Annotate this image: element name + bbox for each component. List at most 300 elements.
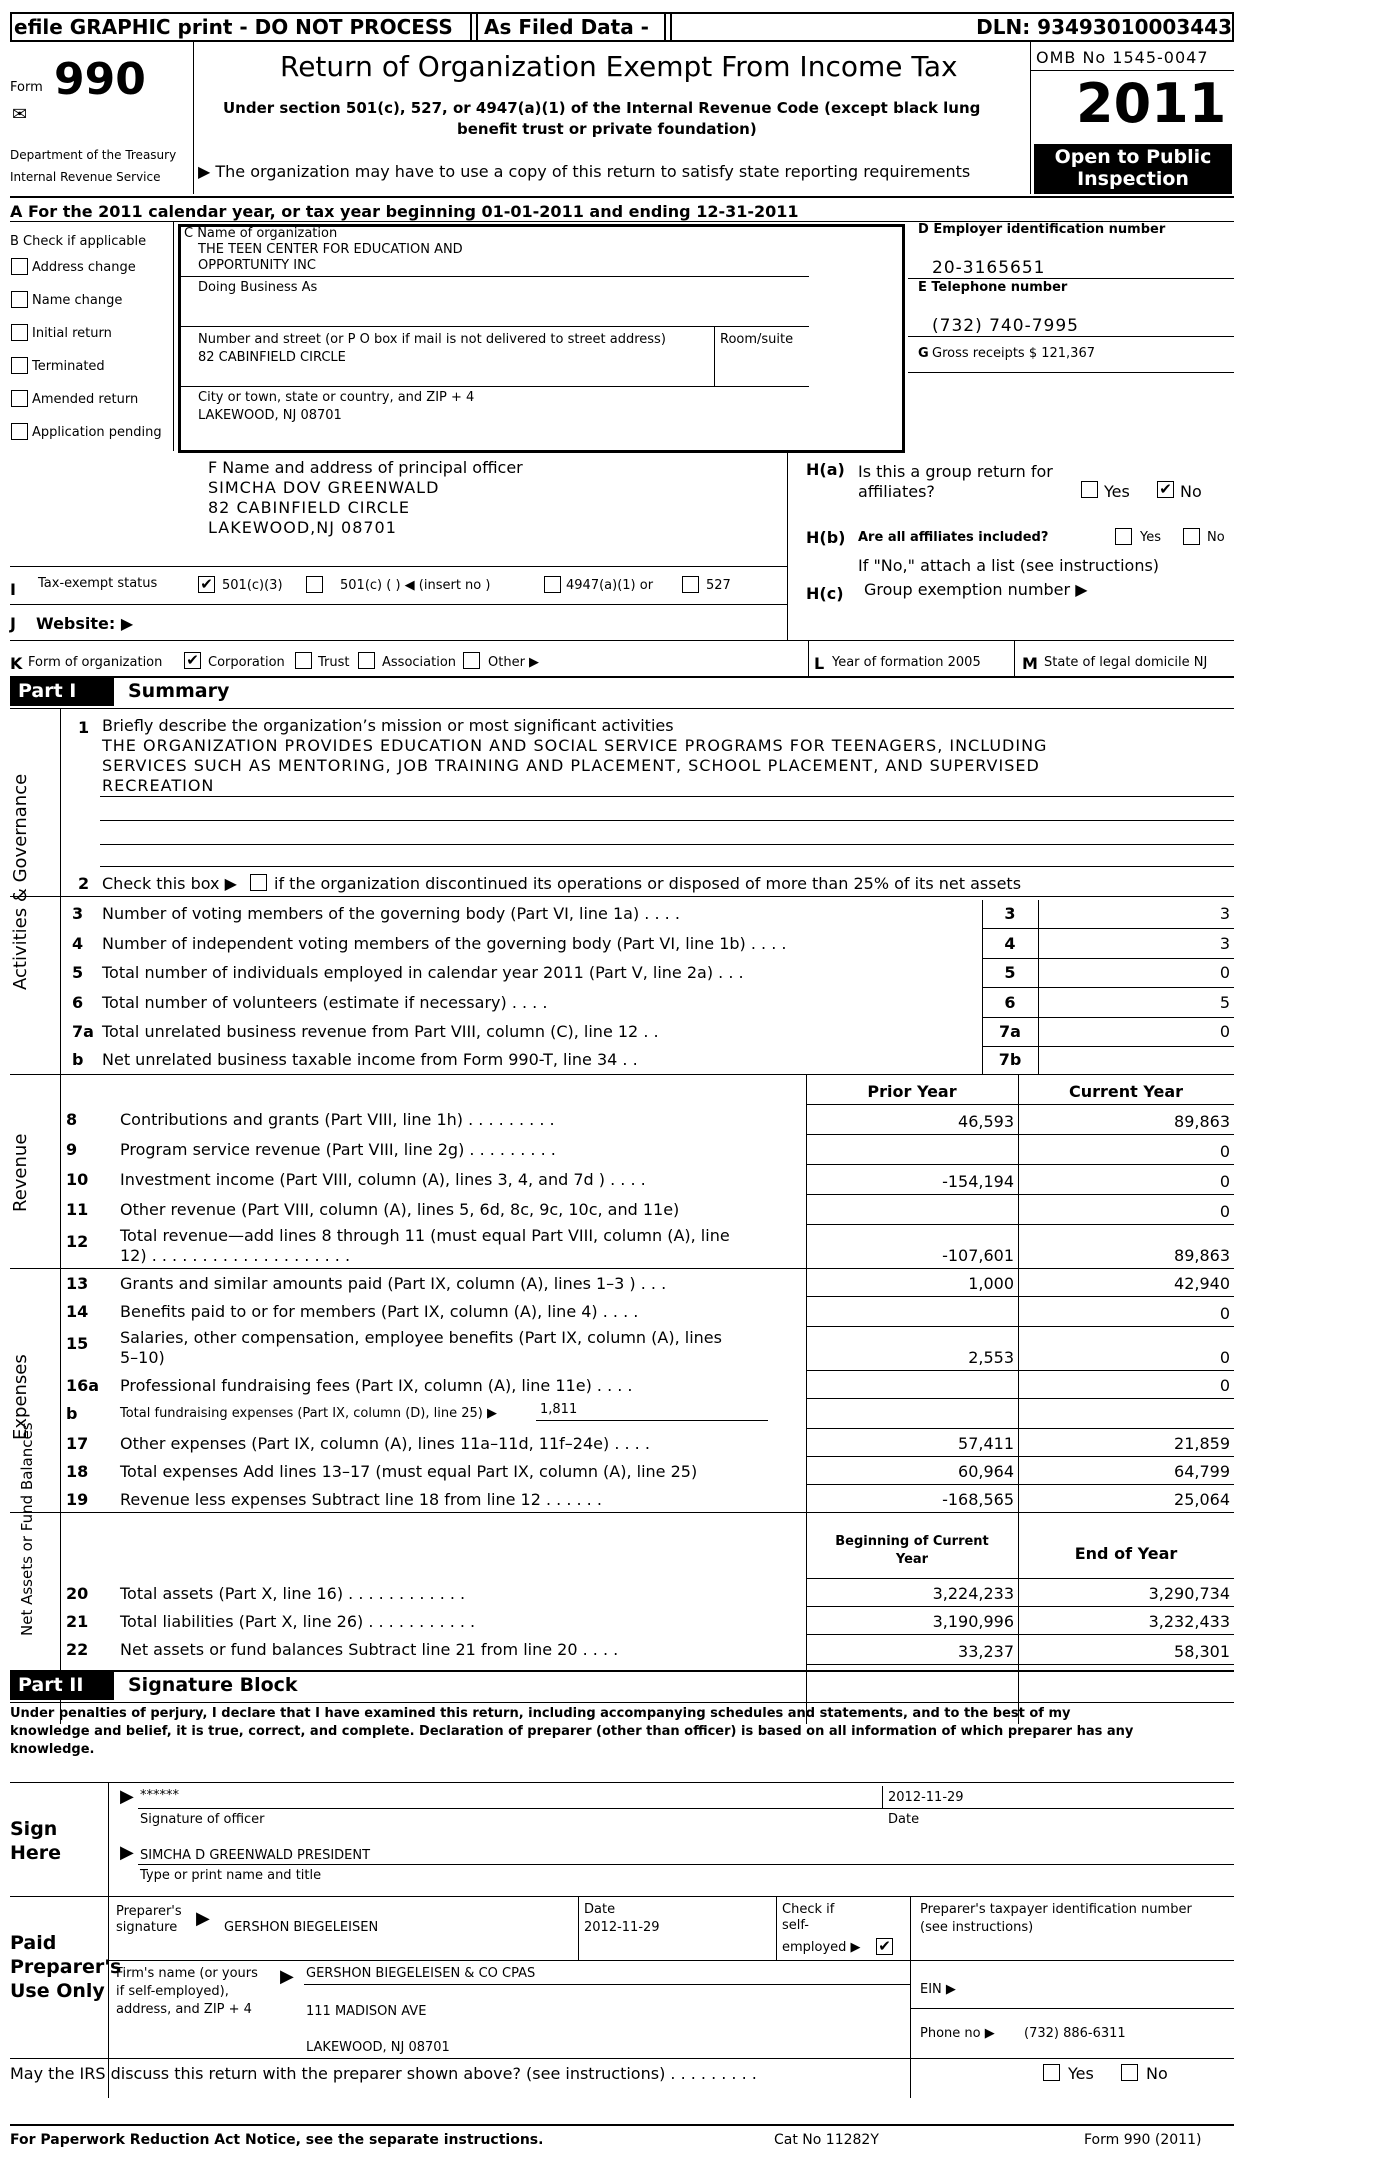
part-2-title: Signature Block <box>128 1674 298 1696</box>
firm-label-3: address, and ZIP + 4 <box>116 2002 252 2017</box>
gov-line-num: b <box>72 1050 84 1069</box>
gov-line-text: Total number of individuals employed in calendar year 2011 (Part V, line 2a) . . . <box>102 963 744 982</box>
divider <box>808 640 809 676</box>
ptin-label-1: Preparer's taxpayer identification number <box>920 1902 1192 1917</box>
divider <box>10 2058 1234 2059</box>
gov-line-ref: 5 <box>1004 963 1016 982</box>
current-year-value[interactable]: 42,940 <box>1174 1274 1230 1293</box>
line-2-text: if the organization discontinued its operations or disposed of more than 25% of its net assets <box>274 874 1022 893</box>
trust-label: Trust <box>318 655 350 670</box>
gov-line-num: 6 <box>72 993 84 1012</box>
fin-line-num: 17 <box>66 1434 89 1453</box>
hb-question: Are all affiliates included? <box>858 530 1049 545</box>
divider <box>1018 1074 1019 1724</box>
state-domicile: State of legal domicile NJ <box>1044 655 1208 670</box>
website-label: Website: ▶ <box>36 614 134 633</box>
current-year-value[interactable]: 25,064 <box>1174 1490 1230 1509</box>
fin-line-text: Other revenue (Part VIII, column (A), lines 5, 6d, 8c, 9c, 10c, and 11e) <box>120 1200 680 1219</box>
hb-no-label: No <box>1207 530 1225 545</box>
firm-ein-label: EIN ▶ <box>920 1982 956 1997</box>
form-org-label: Form of organization <box>28 655 163 670</box>
self-employed-label-2: self- <box>782 1918 809 1933</box>
divider <box>10 896 1234 897</box>
divider <box>806 1224 1234 1225</box>
street-label: Number and street (or P O box if mail is not delivered to street address) <box>198 332 666 347</box>
city-label: City or town, state or country, and ZIP + 4 <box>198 390 475 405</box>
divider <box>806 1606 1234 1607</box>
divider <box>10 2124 1234 2126</box>
self-employed-label-3: employed ▶ <box>782 1940 861 1955</box>
discontinued-operations-checkbox[interactable] <box>250 874 267 891</box>
gov-line-num: 4 <box>72 934 84 953</box>
divider <box>10 1782 1234 1783</box>
org-name-line-2: OPPORTUNITY INC <box>198 258 316 273</box>
divider <box>10 1702 1234 1703</box>
col-beginning-year-2: Year <box>895 1552 929 1567</box>
gov-line-text: Number of voting members of the governing body (Part VI, line 1a) . . . . <box>102 904 680 923</box>
current-year-value[interactable]: 64,799 <box>1174 1462 1230 1481</box>
divider <box>910 1896 911 2098</box>
officer-name-title[interactable]: SIMCHA D GREENWALD PRESIDENT <box>140 1848 371 1863</box>
divider <box>806 1104 1234 1105</box>
firm-address-1[interactable]: 111 MADISON AVE <box>306 2004 427 2019</box>
gov-line-num: 3 <box>72 904 84 923</box>
divider <box>806 1664 1234 1665</box>
dept-treasury: Department of the Treasury <box>10 148 177 162</box>
fin-line-text: Other expenses (Part IX, column (A), lines 11a–11d, 11f–24e) . . . . <box>120 1434 650 1453</box>
form-subtitle-1: Under section 501(c), 527, or 4947(a)(1) of the Internal Revenue Code (except black lung <box>223 99 981 117</box>
divider <box>138 1808 1234 1809</box>
initial-return-label: Initial return <box>32 326 112 341</box>
firm-arrow-icon: ▶ <box>280 1966 294 1987</box>
divider <box>982 900 983 1074</box>
divider <box>60 708 61 1724</box>
sign-arrow-icon: ▶ <box>196 1908 210 1929</box>
gov-line-text: Total number of volunteers (estimate if necessary) . . . . <box>102 993 548 1012</box>
fin-line-num: 20 <box>66 1584 89 1603</box>
principal-officer-city: LAKEWOOD,NJ 08701 <box>208 518 397 537</box>
corporation-label: Corporation <box>208 655 285 670</box>
status-527-checkbox[interactable] <box>682 576 699 593</box>
firm-label-1: Firm's name (or yours <box>116 1966 258 1981</box>
terminated-checkbox[interactable] <box>11 357 28 374</box>
gov-line-num: 7a <box>72 1022 94 1041</box>
prior-year-value[interactable]: -107,601 <box>942 1246 1014 1265</box>
name-change-checkbox[interactable] <box>11 291 28 308</box>
fin-line-num: 13 <box>66 1274 89 1293</box>
divider <box>806 1634 1234 1635</box>
amended-return-label: Amended return <box>32 392 139 407</box>
fin-line-num: 14 <box>66 1302 89 1321</box>
telephone-value: (732) 740-7995 <box>932 316 1079 336</box>
gov-line-ref: 3 <box>1004 904 1016 923</box>
fin-line-num: 21 <box>66 1612 89 1631</box>
mission-line-2: SERVICES SUCH AS MENTORING, JOB TRAINING AND PLACEMENT, SCHOOL PLACEMENT, AND SUPERVISED <box>102 756 1040 775</box>
hb-label: H(b) <box>806 528 846 547</box>
form-title: Return of Organization Exempt From Income Tax <box>280 50 958 83</box>
fin-line-text: Revenue less expenses Subtract line 18 from line 12 . . . . . . <box>120 1490 602 1509</box>
divider <box>476 12 478 42</box>
line-2-check-text: Check this box ▶ <box>102 874 237 893</box>
principal-officer-street: 82 CABINFIELD CIRCLE <box>208 498 410 517</box>
fin-line-text: Professional fundraising fees (Part IX, column (A), line 11e) . . . . <box>120 1376 633 1395</box>
status-501c3-label: 501(c)(3) <box>222 578 283 593</box>
divider <box>908 336 1234 337</box>
divider <box>10 1896 1234 1897</box>
fin-line-num: 10 <box>66 1170 89 1189</box>
preparer-signature-label-2: signature <box>116 1920 178 1935</box>
irs-discuss-question: May the IRS discuss this return with the preparer shown above? (see instructions) . . . . . . . . . <box>10 2064 757 2083</box>
officer-name-title-label: Type or print name and title <box>140 1868 322 1883</box>
prior-year-value[interactable]: -168,565 <box>942 1490 1014 1509</box>
fin-line-text: Total expenses Add lines 13–17 (must equal Part IX, column (A), line 25) <box>120 1462 698 1481</box>
divider <box>982 1046 1234 1047</box>
tax-status-i: I <box>10 580 16 599</box>
divider <box>181 386 809 387</box>
check-applicable-label: B Check if applicable <box>10 234 147 249</box>
firm-name[interactable]: GERSHON BIEGELEISEN & CO CPAS <box>306 1966 536 1981</box>
divider <box>806 1326 1234 1327</box>
divider <box>664 12 666 42</box>
application-pending-checkbox[interactable] <box>11 423 28 440</box>
divider <box>787 452 788 640</box>
state-domicile-m: M <box>1022 654 1038 673</box>
irs-eagle-icon: ✉ <box>12 104 28 125</box>
ha-yes-checkbox[interactable] <box>1081 481 1098 498</box>
divider <box>108 1782 109 2098</box>
principal-officer-label: F Name and address of principal officer <box>208 458 523 477</box>
trust-checkbox[interactable] <box>295 652 312 669</box>
divider <box>10 1268 1234 1269</box>
preparer-name[interactable]: GERSHON BIEGELEISEN <box>224 1920 379 1935</box>
officer-date[interactable]: 2012-11-29 <box>888 1790 964 1805</box>
prior-year-value[interactable]: 60,964 <box>958 1462 1014 1481</box>
col-beginning-year-1: Beginning of Current <box>835 1534 989 1549</box>
year-formation-l: L <box>814 654 825 673</box>
discuss-no-label: No <box>1146 2064 1168 2083</box>
divider <box>806 1134 1234 1135</box>
state-reporting-note: ▶ The organization may have to use a copy of this return to satisfy state reporting requirements <box>198 162 971 181</box>
divider <box>982 1017 1234 1018</box>
irs-label: Internal Revenue Service <box>10 170 161 184</box>
mission-line-1: THE ORGANIZATION PROVIDES EDUCATION AND SOCIAL SERVICE PROGRAMS FOR TEENAGERS, INCLUDING <box>102 736 1048 755</box>
divider <box>10 1074 1234 1075</box>
ha-label: H(a) <box>806 460 845 479</box>
divider <box>100 820 1234 821</box>
gov-line-ref: 7b <box>998 1050 1022 1069</box>
gov-line-ref: 7a <box>999 1022 1021 1041</box>
part-1-title: Summary <box>128 680 230 702</box>
current-year-value[interactable]: 58,301 <box>1174 1642 1230 1661</box>
side-activities-governance: Activities & Governance <box>10 773 31 990</box>
side-revenue: Revenue <box>10 1133 31 1212</box>
divider <box>304 1984 910 1985</box>
divider <box>806 1398 1234 1399</box>
penalty-line-1: Under penalties of perjury, I declare that I have examined this return, including accompanying schedules and statements, and to the best of my <box>10 1706 1071 1721</box>
col-current-year: Current Year <box>1068 1082 1184 1101</box>
divider <box>982 958 1234 959</box>
preparer-label: Preparer's <box>10 1956 122 1978</box>
divider <box>536 1420 768 1421</box>
ha-question-2: affiliates? <box>858 482 935 501</box>
application-pending-label: Application pending <box>32 425 162 440</box>
ha-no-label: No <box>1180 482 1202 501</box>
status-4947-checkbox[interactable] <box>544 576 561 593</box>
fin-line-inline-value[interactable]: 1,811 <box>540 1402 578 1417</box>
prior-year-value[interactable]: 1,000 <box>968 1274 1014 1293</box>
hc-question: Group exemption number ▶ <box>864 580 1088 599</box>
efile-notice: efile GRAPHIC print - DO NOT PROCESS <box>14 15 453 39</box>
fin-line-num: 8 <box>66 1110 78 1129</box>
divider <box>470 12 472 42</box>
association-checkbox[interactable] <box>358 652 375 669</box>
hb-yes-checkbox[interactable] <box>1115 528 1132 545</box>
fin-line-text: Salaries, other compensation, employee benefits (Part IX, column (A), lines <box>120 1328 722 1347</box>
divider <box>806 1074 807 1724</box>
fin-line-text: Program service revenue (Part VIII, line 2g) . . . . . . . . . <box>120 1140 556 1159</box>
other-checkbox[interactable] <box>463 652 480 669</box>
line-1-num: 1 <box>78 718 90 737</box>
fin-line-num: 16a <box>66 1376 100 1395</box>
divider <box>806 1428 1234 1429</box>
fin-line-text: Total assets (Part X, line 16) . . . . . . . . . . . . <box>120 1584 466 1603</box>
firm-phone-label: Phone no ▶ <box>920 2026 995 2041</box>
line-1-question: Briefly describe the organization’s mission or most significant activities <box>102 716 674 735</box>
gov-line-value[interactable]: 3 <box>1219 904 1230 923</box>
col-end-year: End of Year <box>1074 1544 1178 1563</box>
fin-line-text: Total liabilities (Part X, line 26) . . . . . . . . . . . <box>120 1612 476 1631</box>
divider <box>1030 70 1234 71</box>
name-change-label: Name change <box>32 293 123 308</box>
current-year-value[interactable]: 0 <box>1219 1348 1230 1367</box>
gov-line-ref: 6 <box>1004 993 1016 1012</box>
ein-label: D Employer identification number <box>918 222 1166 237</box>
org-name-label: C Name of organization <box>184 226 338 241</box>
ha-yes-label: Yes <box>1104 482 1130 501</box>
room-suite-label: Room/suite <box>720 332 794 347</box>
current-year-value[interactable]: 0 <box>1219 1172 1230 1191</box>
divider <box>776 1896 777 1960</box>
divider <box>10 640 1234 641</box>
firm-phone[interactable]: (732) 886-6311 <box>1024 2026 1126 2041</box>
form-subtitle-2: benefit trust or private foundation) <box>457 120 757 138</box>
fin-line-num: 9 <box>66 1140 78 1159</box>
divider <box>1030 42 1031 194</box>
gov-line-text: Net unrelated business taxable income from Form 990-T, line 34 . . <box>102 1050 638 1069</box>
corporation-checkbox[interactable]: ✔ <box>184 652 201 669</box>
hb-note: If "No," attach a list (see instructions) <box>858 556 1160 575</box>
principal-officer-name: SIMCHA DOV GREENWALD <box>208 478 440 497</box>
status-527-label: 527 <box>706 578 731 593</box>
divider <box>10 1670 1234 1672</box>
ha-question-1: Is this a group return for <box>858 462 1053 481</box>
divider <box>908 372 1234 373</box>
divider <box>578 1896 579 1960</box>
hb-yes-label: Yes <box>1140 530 1161 545</box>
line-2-num: 2 <box>78 874 90 893</box>
divider <box>882 1786 883 1808</box>
officer-signature[interactable]: ****** <box>140 1788 179 1803</box>
divider <box>982 928 1234 929</box>
fin-line-text-2: 5–10) <box>120 1348 165 1367</box>
status-4947-label: 4947(a)(1) or <box>566 578 654 593</box>
paid-label: Paid <box>10 1932 57 1954</box>
divider <box>100 844 1234 845</box>
fin-line-text: Net assets or fund balances Subtract line 21 from line 20 . . . . <box>120 1640 619 1659</box>
gross-receipts-g: G <box>918 346 929 361</box>
form-word: Form <box>10 80 43 95</box>
current-year-value[interactable]: 0 <box>1219 1142 1230 1161</box>
discuss-yes-checkbox[interactable] <box>1043 2064 1060 2081</box>
fin-line-num: 18 <box>66 1462 89 1481</box>
ha-no-checkbox[interactable]: ✔ <box>1157 481 1174 498</box>
footer-paperwork: For Paperwork Reduction Act Notice, see the separate instructions. <box>10 2132 544 2148</box>
side-expenses: Expenses <box>10 1354 31 1440</box>
initial-return-checkbox[interactable] <box>11 324 28 341</box>
fin-line-num: 15 <box>66 1334 89 1353</box>
divider <box>982 987 1234 988</box>
tax-status-label: Tax-exempt status <box>38 576 158 591</box>
current-year-value[interactable]: 0 <box>1219 1376 1230 1395</box>
divider <box>10 708 1234 709</box>
status-501c3-checkbox[interactable]: ✔ <box>198 576 215 593</box>
divider <box>806 1370 1234 1371</box>
divider <box>100 866 1234 867</box>
preparer-date[interactable]: 2012-11-29 <box>584 1920 660 1935</box>
divider <box>1038 900 1039 1074</box>
status-501c-label: 501(c) ( ) ◀ (insert no ) <box>340 578 491 593</box>
gov-line-value[interactable]: 0 <box>1219 963 1230 982</box>
current-year-value[interactable]: 21,859 <box>1174 1434 1230 1453</box>
as-filed: As Filed Data - <box>484 15 649 39</box>
penalty-line-2: knowledge and belief, it is true, correct, and complete. Declaration of preparer (other than officer) is based on all information of which preparer has any <box>10 1724 1134 1739</box>
form-org-k: K <box>10 654 23 673</box>
fin-line-text: Benefits paid to or for members (Part IX, column (A), line 4) . . . . <box>120 1302 639 1321</box>
association-label: Association <box>382 655 457 670</box>
prior-year-value[interactable]: 33,237 <box>958 1642 1014 1661</box>
address-change-label: Address change <box>32 260 136 275</box>
firm-address-2[interactable]: LAKEWOOD, NJ 08701 <box>306 2040 450 2055</box>
street-value: 82 CABINFIELD CIRCLE <box>198 350 346 365</box>
col-prior-year: Prior Year <box>867 1082 957 1101</box>
inspection: Inspection <box>1077 168 1189 190</box>
gov-line-num: 5 <box>72 963 84 982</box>
divider <box>806 1296 1234 1297</box>
fin-line-text: Grants and similar amounts paid (Part IX, column (A), lines 1–3 ) . . . <box>120 1274 667 1293</box>
discuss-no-checkbox[interactable] <box>1121 2064 1138 2081</box>
divider <box>108 1960 1234 1961</box>
fin-line-num: b <box>66 1404 78 1423</box>
dln-number: DLN: 93493010003443 <box>976 15 1232 39</box>
fin-line-num: 19 <box>66 1490 89 1509</box>
footer-cat-no: Cat No 11282Y <box>774 2132 879 2148</box>
current-year-value[interactable]: 3,290,734 <box>1148 1584 1230 1603</box>
current-year-value[interactable]: 89,863 <box>1174 1246 1230 1265</box>
divider <box>10 1512 1234 1513</box>
gov-line-value[interactable]: 5 <box>1219 993 1230 1012</box>
preparer-date-label: Date <box>584 1902 616 1917</box>
org-name-line-1: THE TEEN CENTER FOR EDUCATION AND <box>198 242 463 257</box>
open-to-public: Open to Public <box>1054 146 1212 168</box>
terminated-label: Terminated <box>32 359 105 374</box>
preparer-signature-label-1: Preparer's <box>116 1904 182 1919</box>
sign-arrow-icon: ▶ <box>120 1786 134 1807</box>
current-year-value[interactable]: 0 <box>1219 1304 1230 1323</box>
officer-signature-label: Signature of officer <box>140 1812 265 1827</box>
penalty-line-3: knowledge. <box>10 1742 95 1757</box>
mission-line-3: RECREATION <box>102 776 215 795</box>
side-net-assets: Net Assets or Fund Balances <box>18 1422 36 1636</box>
divider <box>910 2008 1234 2009</box>
hb-no-checkbox[interactable] <box>1183 528 1200 545</box>
sign-arrow-icon: ▶ <box>120 1842 134 1863</box>
divider <box>181 276 809 277</box>
address-change-checkbox[interactable] <box>11 258 28 275</box>
divider <box>138 1864 1234 1865</box>
ptin-label-2: (see instructions) <box>920 1920 1034 1935</box>
gov-line-text: Number of independent voting members of the governing body (Part VI, line 1b) . . . . <box>102 934 787 953</box>
part-1-label: Part I <box>10 678 114 706</box>
form-number: 990 <box>54 54 146 105</box>
current-year-value[interactable]: 3,232,433 <box>1148 1612 1230 1631</box>
prior-year-value[interactable]: 57,411 <box>958 1434 1014 1453</box>
divider <box>1014 640 1015 676</box>
tax-year: 2011 <box>1076 72 1227 135</box>
omb-number: OMB No 1545-0047 <box>1036 48 1209 67</box>
fin-line-num: 11 <box>66 1200 89 1219</box>
amended-return-checkbox[interactable] <box>11 390 28 407</box>
current-year-value[interactable]: 89,863 <box>1174 1112 1230 1131</box>
fin-line-text: Total fundraising expenses (Part IX, column (D), line 25) ▶ <box>120 1406 497 1421</box>
sign-label-1: Sign <box>10 1818 58 1840</box>
divider <box>714 326 715 386</box>
prior-year-value[interactable]: 2,553 <box>968 1348 1014 1367</box>
divider <box>10 604 787 605</box>
fin-line-num: 22 <box>66 1640 89 1659</box>
divider <box>173 221 174 451</box>
current-year-value[interactable]: 0 <box>1219 1202 1230 1221</box>
status-501c-checkbox[interactable] <box>306 576 323 593</box>
other-label: Other ▶ <box>488 655 540 670</box>
prior-year-value[interactable]: 3,190,996 <box>932 1612 1014 1631</box>
part-2-label: Part II <box>10 1672 114 1700</box>
divider <box>806 1578 1234 1579</box>
self-employed-checkbox[interactable]: ✔ <box>876 1938 893 1955</box>
prior-year-value[interactable]: 46,593 <box>958 1112 1014 1131</box>
city-value: LAKEWOOD, NJ 08701 <box>198 408 342 423</box>
ein-value: 20-3165651 <box>932 258 1046 278</box>
divider <box>100 796 1234 797</box>
gov-line-text: Total unrelated business revenue from Part VIII, column (C), line 12 . . <box>102 1022 659 1041</box>
divider <box>806 1456 1234 1457</box>
prior-year-value[interactable]: 3,224,233 <box>932 1584 1014 1603</box>
firm-label-2: if self-employed), <box>116 1984 229 1999</box>
divider <box>806 1194 1234 1195</box>
divider <box>10 196 1234 198</box>
divider <box>193 42 194 194</box>
gov-line-value[interactable]: 0 <box>1219 1022 1230 1041</box>
fin-line-num: 12 <box>66 1232 89 1251</box>
fin-line-text: Total revenue—add lines 8 through 11 (must equal Part VIII, column (A), line <box>120 1226 730 1245</box>
divider <box>806 1164 1234 1165</box>
prior-year-value[interactable]: -154,194 <box>942 1172 1014 1191</box>
discuss-yes-label: Yes <box>1068 2064 1094 2083</box>
sign-label-2: Here <box>10 1842 62 1864</box>
gov-line-value[interactable]: 3 <box>1219 934 1230 953</box>
fin-line-text: Contributions and grants (Part VIII, line 1h) . . . . . . . . . <box>120 1110 555 1129</box>
line-a-tax-year: A For the 2011 calendar year, or tax year beginning 01-01-2011 and ending 12-31-2011 <box>10 202 799 221</box>
divider <box>908 278 1234 279</box>
